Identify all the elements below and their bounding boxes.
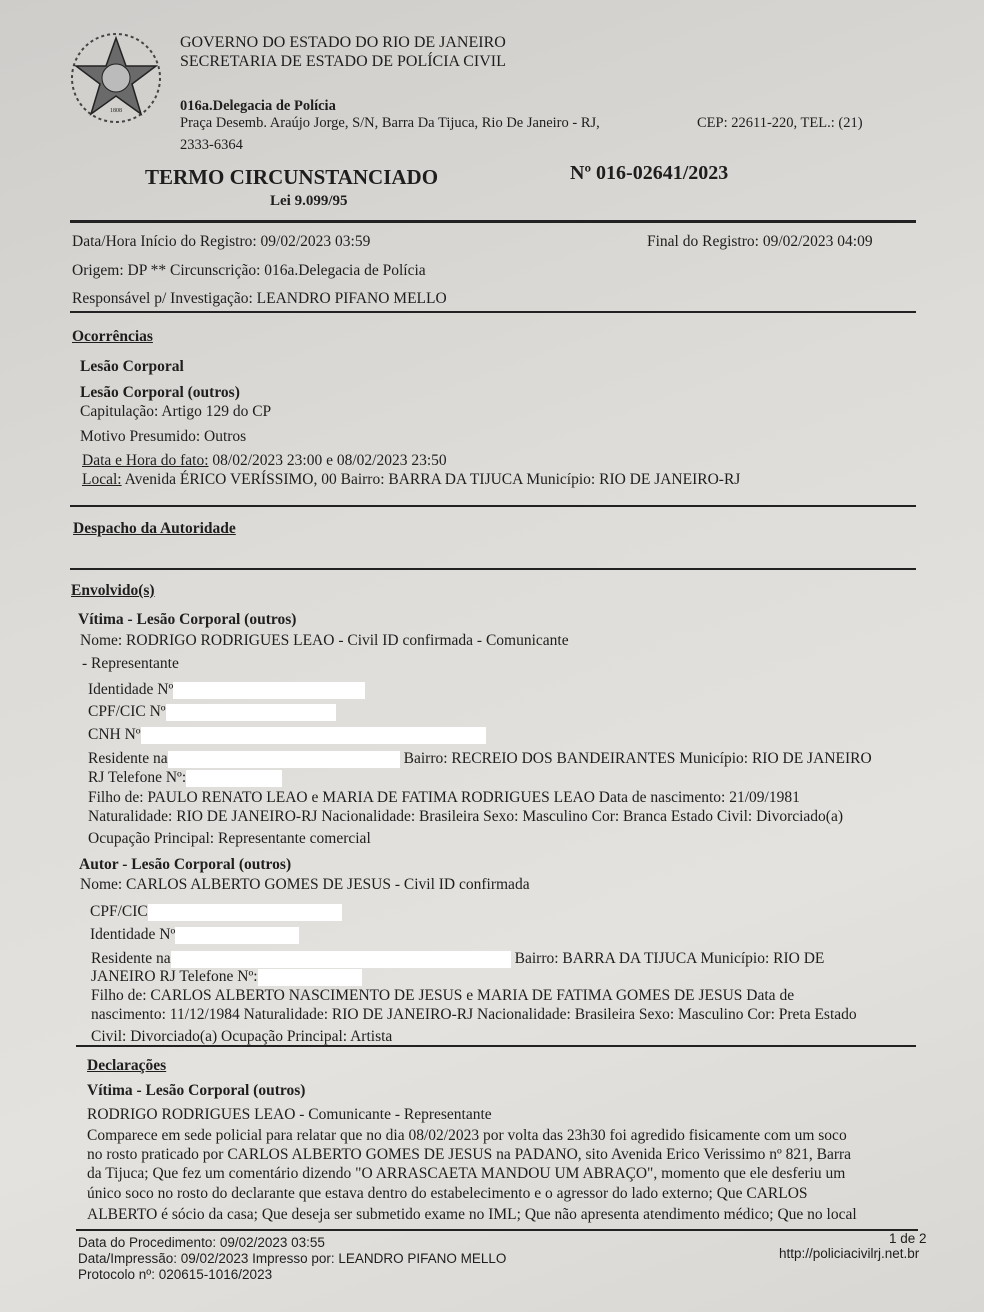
document-title: TERMO CIRCUNSTANCIADO [145,165,439,189]
vitima-cpf: CPF/CIC Nº [88,703,336,721]
delegacia-address: Praça Desemb. Araújo Jorge, S/N, Barra Da Tijuca, Rio De Janeiro - RJ, [180,115,600,131]
autor-estado-civil: Civil: Divorciado(a) Ocupação Principal: Artista [91,1028,393,1045]
divider [70,505,916,507]
ocorrencia-data [82,452,447,470]
vitima-title: Vítima - Lesão Corporal (outros) [78,611,297,628]
registro-final: Final do Registro: 09/02/2023 04:09 [647,233,873,250]
autor-title: Autor - Lesão Corporal (outros) [79,856,292,873]
ocorrencia-motivo: Motivo Presumido: Outros [80,428,247,445]
secretaria-name: SECRETARIA DE ESTADO DE POLÍCIA CIVIL [180,53,506,70]
document-number: Nº 016-02641/2023 [570,162,729,184]
vitima-residente: Residente na Bairro: RECREIO DOS BANDEIRANTES Município: RIO DE JANEIRO [88,750,872,767]
footer-impressao: Data/Impressão: 09/02/2023 Impresso por: LEANDRO PIFANO MELLO [78,1251,507,1266]
redacted-box [171,951,511,968]
vitima-naturalidade: Naturalidade: RIO DE JANEIRO-RJ Nacionalidade: Brasileira Sexo: Masculino Cor: Branca Estado Civil: Divorciado(a) [88,808,844,825]
redacted-box [148,904,342,921]
declaracao-line: único soco no rosto do declarante que estava dentro do estabelecimento e o agressor do lado externo; Que CARLOS [87,1185,808,1202]
svg-text:1808: 1808 [110,108,122,114]
declaracao-line: ALBERTO é sócio da casa; Que deseja ser submetido exame no IML; Que não apresenta atendimento médico; Que no local [87,1206,857,1223]
divider [70,220,916,223]
declaracao-declarante: RODRIGO RODRIGUES LEAO - Comunicante - Representante [87,1106,492,1123]
law-reference: Lei 9.099/95 [270,193,348,209]
divider [76,1045,916,1047]
redacted-box [173,682,365,699]
redacted-box [186,770,282,787]
autor-cpf: CPF/CIC [90,903,342,921]
vitima-representante: - Representante [82,655,179,672]
autor-residente: Residente na Bairro: BARRA DA TIJUCA Município: RIO DE [91,950,825,967]
redacted-box [166,704,336,721]
police-seal-logo [70,32,162,124]
ocorrencia-subtipo: Lesão Corporal (outros) [80,384,240,401]
data-value: 08/02/2023 23:00 e 08/02/2023 23:50 [208,452,447,469]
delegacia-cep: CEP: 22611-220, TEL.: (21) [697,115,863,131]
declaracao-line: no rosto praticado por CARLOS ALBERTO GOMES DE JESUS na PADANO, sito Avenida Erico Verissimo nº 821, Barra [87,1146,852,1163]
section-declaracoes: Declarações [87,1057,167,1074]
government-name: GOVERNO DO ESTADO DO RIO DE JANEIRO [180,34,506,51]
autor-filiacao: Filho de: CARLOS ALBERTO NASCIMENTO DE JESUS e MARIA DE FATIMA GOMES DE JESUS Data de [91,987,795,1004]
redacted-box [258,969,362,986]
autor-nome: Nome: CARLOS ALBERTO GOMES DE JESUS - Civil ID confirmada [80,876,530,893]
vitima-identidade: Identidade Nº [88,681,365,699]
divider [76,1229,918,1231]
divider [70,568,916,570]
declaracao-line: Comparece em sede policial para relatar que no dia 08/02/2023 por volta das 23h30 foi agredido fisicamente com um soco [87,1127,847,1144]
vitima-nome: Nome: RODRIGO RODRIGUES LEAO - Civil ID confirmada - Comunicante [80,632,569,649]
ocorrencia-capitulacao: Capitulação: Artigo 129 do CP [80,403,272,420]
local-label: Local: [82,471,122,488]
autor-nascimento: nascimento: 11/12/1984 Naturalidade: RIO DE JANEIRO-RJ Nacionalidade: Brasileira Sexo: Masculino Cor: Preta Estado [91,1006,857,1023]
ocorrencia-tipo: Lesão Corporal [80,358,184,375]
ocorrencia-local [82,471,740,489]
section-despacho: Despacho da Autoridade [73,520,236,537]
vitima-filiacao: Filho de: PAULO RENATO LEAO e MARIA DE FATIMA RODRIGUES LEAO Data de nascimento: 21/09/1981 [88,789,800,806]
delegacia-phone: 2333-6364 [180,137,243,153]
section-ocorrencias: Ocorrências [72,328,153,345]
footer-procedimento: Data do Procedimento: 09/02/2023 03:55 [78,1235,325,1250]
autor-identidade: Identidade Nº [90,926,299,944]
vitima-ocupacao: Ocupação Principal: Representante comercial [88,830,371,847]
registro-responsavel: Responsável p/ Investigação: LEANDRO PIFANO MELLO [72,290,447,307]
registro-origem: Origem: DP ** Circunscrição: 016a.Delegacia de Polícia [72,262,426,279]
divider [70,311,916,313]
redacted-box [175,927,299,944]
delegacia-name: 016a.Delegacia de Polícia [180,98,336,114]
footer-pagina: 1 de 2 [889,1231,927,1246]
redacted-box [141,727,486,744]
footer-protocolo: Protocolo nº: 020615-1016/2023 [78,1267,273,1282]
local-value: Avenida ÉRICO VERÍSSIMO, 00 Bairro: BARRA DA TIJUCA Município: RIO DE JANEIRO-RJ [121,471,741,488]
data-label: Data e Hora do fato: [82,452,209,469]
declaracao-title: Vítima - Lesão Corporal (outros) [87,1082,306,1099]
redacted-box [168,751,400,768]
vitima-telefone: RJ Telefone Nº: [88,769,282,787]
declaracao-line: da Tijuca; Que fez um comentário dizendo "O ARRASCAETA MANDOU UM ABRAÇO", momento que ele desferiu um [87,1165,846,1182]
autor-telefone: JANEIRO RJ Telefone Nº: [91,968,362,986]
section-envolvidos: Envolvido(s) [71,582,155,599]
vitima-cnh: CNH Nº [88,726,486,744]
registro-inicio: Data/Hora Início do Registro: 09/02/2023 03:59 [72,233,371,250]
footer-site-link[interactable]: http://policiacivilrj.net.br [779,1246,920,1261]
